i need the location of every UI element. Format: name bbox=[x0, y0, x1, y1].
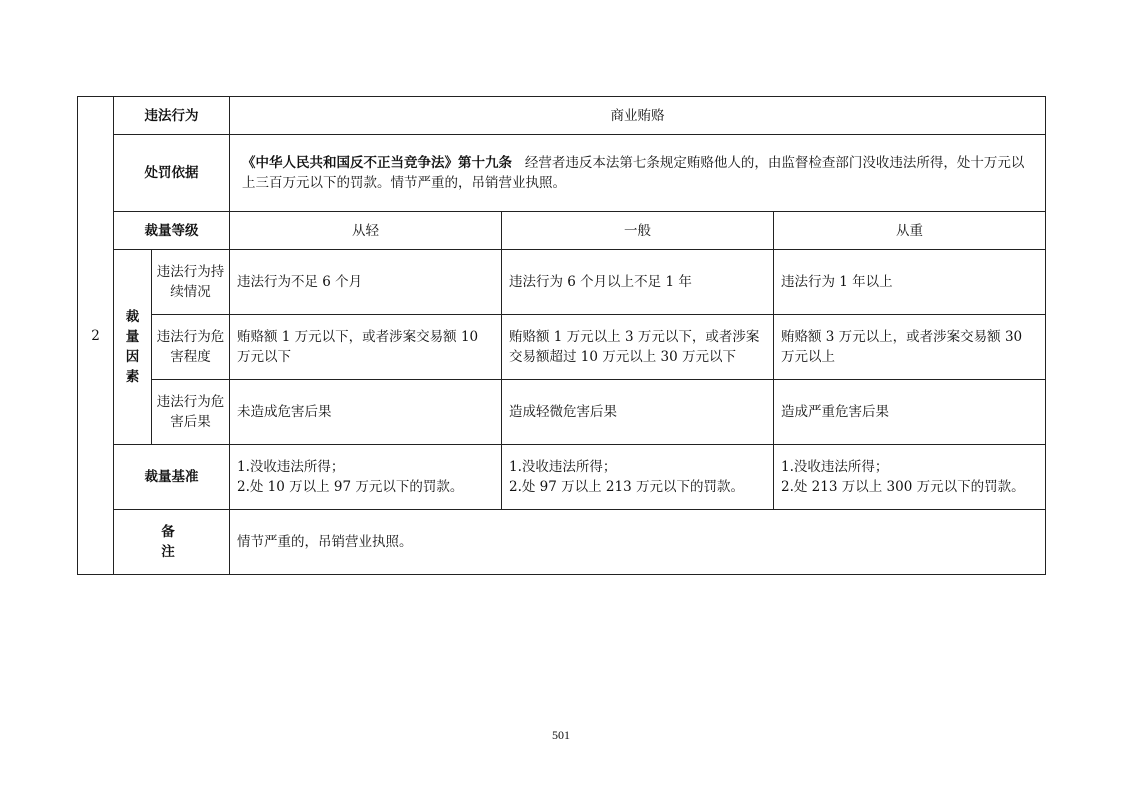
violation-label: 违法行为 bbox=[114, 97, 230, 135]
factor-cell: 贿赂额 1 万元以上 3 万元以下，或者涉案交易额超过 10 万元以上 30 万元以下 bbox=[502, 315, 774, 380]
factor-cell: 违法行为 1 年以上 bbox=[774, 250, 1046, 315]
level-row bbox=[78, 212, 1046, 250]
page-number: 501 bbox=[552, 728, 570, 742]
factor-row-duration bbox=[78, 250, 1046, 315]
factor-cell: 贿赂额 1 万元以下，或者涉案交易额 10 万元以下 bbox=[230, 315, 502, 380]
factor-cell: 贿赂额 3 万元以上，或者涉案交易额 30 万元以上 bbox=[774, 315, 1046, 380]
law-citation: 《中华人民共和国反不正当竞争法》第十九条 bbox=[242, 155, 512, 171]
standard-label: 裁量基准 bbox=[114, 445, 230, 510]
factor-cell: 违法行为 6 个月以上不足 1 年 bbox=[502, 250, 774, 315]
level-severe: 从重 bbox=[774, 212, 1046, 250]
factor-cell: 违法行为不足 6 个月 bbox=[230, 250, 502, 315]
factor-cell: 造成轻微危害后果 bbox=[502, 380, 774, 445]
standard-cell bbox=[502, 445, 774, 510]
standard-cell bbox=[230, 445, 502, 510]
level-label: 裁量等级 bbox=[114, 212, 230, 250]
factor-name: 违法行为持续情况 bbox=[152, 250, 230, 315]
factor-row-consequence bbox=[78, 380, 1046, 445]
factor-cell: 未造成危害后果 bbox=[230, 380, 502, 445]
factors-label bbox=[114, 250, 152, 445]
row-number: 2 bbox=[78, 97, 114, 575]
factors-char: 素 bbox=[125, 369, 140, 385]
factor-cell: 造成严重危害后果 bbox=[774, 380, 1046, 445]
basis-row bbox=[78, 135, 1046, 212]
level-general: 一般 bbox=[502, 212, 774, 250]
remark-label: 备注 bbox=[114, 510, 230, 575]
factor-row-degree bbox=[78, 315, 1046, 380]
standard-line: 2.处 10 万以上 97 万元以下的罚款。 bbox=[237, 479, 464, 495]
basis-text: 经营者违反本法第七条规定贿赂他人的，由监督检查部门没收违法所得，处十万元以上三百万元以下的罚款。情节严重的，吊销营业执照。 bbox=[242, 155, 1025, 191]
factor-name: 违法行为危害程度 bbox=[152, 315, 230, 380]
factors-char: 量 bbox=[125, 329, 140, 345]
remark-value: 情节严重的，吊销营业执照。 bbox=[230, 510, 1046, 575]
violation-row bbox=[78, 97, 1046, 135]
standard-line: 1.没收违法所得； bbox=[781, 459, 889, 475]
standard-line: 2.处 213 万以上 300 万元以下的罚款。 bbox=[781, 479, 1025, 495]
standard-line: 1.没收违法所得； bbox=[509, 459, 617, 475]
penalty-discretion-table bbox=[77, 96, 1046, 575]
remark-row bbox=[78, 510, 1046, 575]
level-lenient: 从轻 bbox=[230, 212, 502, 250]
basis-value bbox=[230, 135, 1046, 212]
standard-row bbox=[78, 445, 1046, 510]
basis-label: 处罚依据 bbox=[114, 135, 230, 212]
factors-char: 因 bbox=[125, 349, 140, 365]
standard-line: 2.处 97 万以上 213 万元以下的罚款。 bbox=[509, 479, 744, 495]
factors-char: 裁 bbox=[125, 309, 140, 325]
standard-cell bbox=[774, 445, 1046, 510]
violation-value: 商业贿赂 bbox=[230, 97, 1046, 135]
factor-name: 违法行为危害后果 bbox=[152, 380, 230, 445]
standard-line: 1.没收违法所得； bbox=[237, 459, 345, 475]
